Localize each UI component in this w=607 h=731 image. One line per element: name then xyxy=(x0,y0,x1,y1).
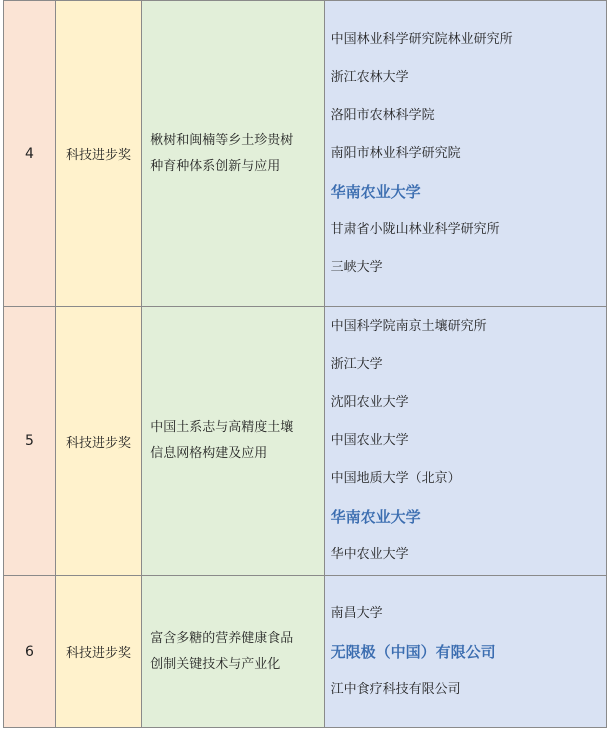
unit-name: 南昌大学 xyxy=(330,605,383,621)
project-line: 创制关键技术与产业化 xyxy=(150,656,281,672)
units-cell xyxy=(324,1,606,307)
table-row xyxy=(4,307,607,576)
project-line: 种育种体系创新与应用 xyxy=(150,158,281,174)
row-number: 4 xyxy=(4,1,56,307)
unit-name: 甘肃省小陇山林业科学研究所 xyxy=(330,221,500,237)
units-cell xyxy=(324,576,606,728)
project-line: 信息网格构建及应用 xyxy=(150,446,268,461)
table-row xyxy=(4,576,607,728)
highlighted-unit-name: 华南农业大学 xyxy=(330,182,421,201)
row-number: 6 xyxy=(4,576,56,728)
unit-name: 江中食疗科技有限公司 xyxy=(330,681,461,697)
unit-name: 沈阳农业大学 xyxy=(330,395,409,410)
unit-name: 中国农业大学 xyxy=(330,433,409,448)
unit-name: 中国科学院南京土壤研究所 xyxy=(330,319,487,334)
unit-name: 中国林业科学研究院林业研究所 xyxy=(330,31,513,47)
unit-name: 中国地质大学（北京） xyxy=(330,471,461,486)
project-name xyxy=(142,576,324,728)
row-number: 5 xyxy=(4,307,56,576)
unit-name: 三峡大学 xyxy=(330,259,383,275)
project-line: 中国土系志与高精度土壤 xyxy=(150,420,294,435)
units-cell xyxy=(324,307,606,576)
project-name xyxy=(142,1,324,307)
awards-table xyxy=(3,0,607,728)
unit-name: 华中农业大学 xyxy=(330,547,409,562)
highlighted-unit-name: 华南农业大学 xyxy=(330,508,421,526)
project-name xyxy=(142,307,324,576)
award-type: 科技进步奖 xyxy=(55,1,141,307)
unit-name: 南阳市林业科学研究院 xyxy=(330,145,461,161)
highlighted-unit-name: 无限极（中国）有限公司 xyxy=(330,642,496,661)
award-type: 科技进步奖 xyxy=(55,307,141,576)
unit-name: 浙江大学 xyxy=(330,357,383,372)
project-line: 富含多糖的营养健康食品 xyxy=(150,630,294,646)
table-row xyxy=(4,1,607,307)
unit-name: 浙江农林大学 xyxy=(330,69,409,85)
project-line: 楸树和闽楠等乡土珍贵树 xyxy=(150,132,294,148)
unit-name: 洛阳市农林科学院 xyxy=(330,107,435,123)
award-type: 科技进步奖 xyxy=(55,576,141,728)
